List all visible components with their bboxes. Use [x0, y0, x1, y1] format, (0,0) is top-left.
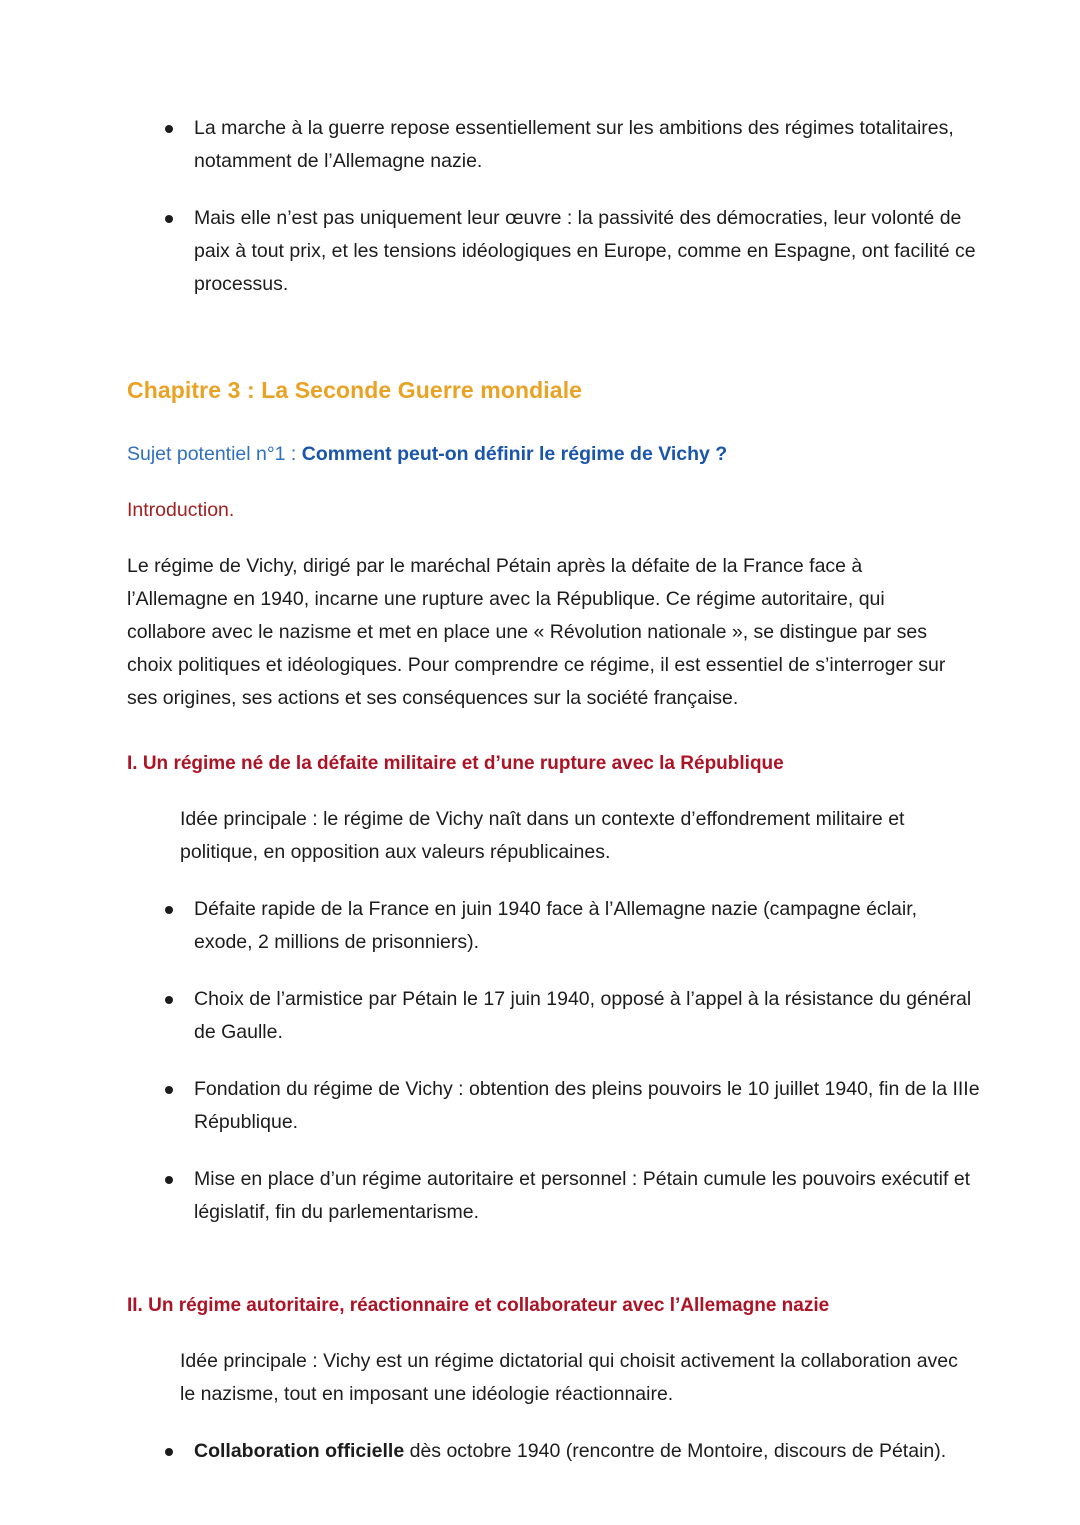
spacer	[127, 715, 980, 749]
list-item-text: La marche à la guerre repose essentiellement sur les ambitions des régimes totalitaires, notamment de l’Allemagne nazie.	[194, 117, 954, 172]
bullet-dot-icon	[165, 996, 173, 1004]
bullet-dot-icon	[165, 1086, 173, 1094]
list-item-text: Fondation du régime de Vichy : obtention des pleins pouvoirs le 10 juillet 1940, fin de la IIIe République.	[194, 1078, 980, 1133]
spacer	[127, 301, 980, 377]
bullet-dot-icon	[165, 1176, 173, 1184]
list-item	[127, 1073, 980, 1139]
list-item-text: Choix de l’armistice par Pétain le 17 juin 1940, opposé à l’appel à la résistance du général de Gaulle.	[194, 988, 972, 1043]
subject-question: Comment peut-on définir le régime de Vichy ?	[301, 443, 728, 465]
list-item-text: Défaite rapide de la France en juin 1940 face à l’Allemagne nazie (campagne éclair, exode, 2 millions de prisonniers).	[194, 898, 918, 953]
spacer	[127, 404, 980, 438]
intro-bullet-list	[127, 112, 980, 301]
list-item	[127, 893, 980, 959]
spacer	[127, 526, 980, 550]
subject-line	[127, 438, 980, 470]
spacer	[127, 779, 980, 803]
list-item-text: Mise en place d’un régime autoritaire et personnel : Pétain cumule les pouvoirs exécutif et législatif, fin du parlementarisme.	[194, 1168, 971, 1223]
bullet-dot-icon	[165, 906, 173, 914]
bullet-dot-icon	[165, 215, 173, 223]
section-ii-bullet-list	[127, 1435, 980, 1468]
spacer	[127, 1321, 980, 1345]
list-item-text: dès octobre 1940 (rencontre de Montoire, discours de Pétain).	[404, 1440, 947, 1462]
spacer	[127, 1229, 980, 1291]
bullet-dot-icon	[165, 125, 173, 133]
list-item	[127, 1163, 980, 1229]
spacer	[127, 1411, 980, 1435]
introduction-paragraph: Le régime de Vichy, dirigé par le maréchal Pétain après la défaite de la France face à l’Allemagne en 1940, incarne une rupture avec la République. Ce régime autoritaire, qui collabore avec le nazisme et met en place une « Révolution nationale », se distingue par ses choix politiques et idéologiques. Pour comprendre ce régime, il est essentiel de s’interroger sur ses origines, ses actions et ses conséquences sur la société française.	[127, 555, 946, 709]
section-i-bullet-list	[127, 893, 980, 1229]
section-heading-ii: II. Un régime autoritaire, réactionnaire et collaborateur avec l’Allemagne nazie	[127, 1295, 830, 1316]
list-item	[127, 112, 980, 178]
bullet-dot-icon	[165, 1448, 173, 1456]
section-heading-i: I. Un régime né de la défaite militaire et d’une rupture avec la République	[127, 753, 784, 774]
list-item-text: Mais elle n’est pas uniquement leur œuvre : la passivité des démocraties, leur volonté de paix à tout prix, et les tensions idéologiques en Europe, comme en Espagne, ont facilité ce processus.	[194, 207, 976, 295]
list-item	[127, 983, 980, 1049]
chapter-title: Chapitre 3 : La Seconde Guerre mondiale	[127, 377, 583, 403]
subject-prefix: Sujet potentiel n°1 :	[127, 443, 302, 465]
section-i-main-idea: Idée principale : le régime de Vichy naît dans un contexte d’effondrement militaire et politique, en opposition aux valeurs républicaines.	[180, 808, 905, 863]
list-item	[127, 1435, 980, 1468]
section-ii-main-idea: Idée principale : Vichy est un régime dictatorial qui choisit activement la collaboration avec le nazisme, tout en imposant une idéologie réactionnaire.	[180, 1350, 958, 1405]
spacer	[127, 869, 980, 893]
list-item-emphasis: Collaboration officielle	[194, 1440, 405, 1462]
list-item	[127, 202, 980, 301]
spacer	[127, 470, 980, 494]
introduction-label: Introduction.	[127, 499, 235, 521]
